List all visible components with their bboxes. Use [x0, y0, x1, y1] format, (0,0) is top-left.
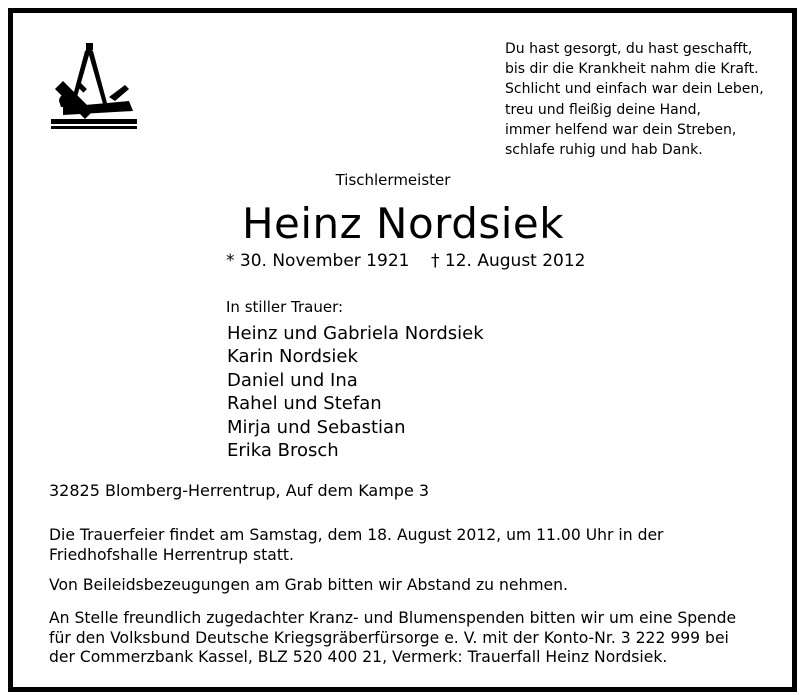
paragraph-line: Die Trauerfeier findet am Samstag, dem 18. August 2012, um 11.00 Uhr in der	[49, 526, 664, 544]
mourner-name: Daniel und Ina	[227, 369, 358, 391]
carpentry-tools-icon	[49, 41, 139, 133]
death-date: † 12. August 2012	[431, 251, 586, 271]
mourning-label: In stiller Trauer:	[226, 298, 344, 316]
donation-note	[49, 609, 769, 668]
mourner-name: Karin Nordsiek	[227, 346, 358, 368]
mourner-name: Rahel und Stefan	[227, 393, 382, 415]
paragraph-line: der Commerzbank Kassel, BLZ 520 400 21, Vermerk: Trauerfall Heinz Nordsiek.	[49, 648, 668, 666]
mourners-list	[227, 322, 484, 462]
paragraph-line: Friedhofshalle Herrentrup statt.	[49, 545, 295, 564]
poem-line: Schlicht und einfach war dein Leben,	[505, 81, 764, 98]
paragraph-line: An Stelle freundlich zugedachter Kranz- und Blumenspenden bitten wir um eine Spende	[49, 609, 737, 627]
poem-line: Du hast gesorgt, du hast geschafft,	[505, 41, 753, 57]
address: 32825 Blomberg-Herrentrup, Auf dem Kampe 3	[49, 481, 430, 500]
birth-date: * 30. November 1921	[226, 251, 410, 271]
mourner-name: Erika Brosch	[227, 440, 339, 462]
poem-line: treu und fleißig deine Hand,	[505, 101, 701, 118]
funeral-info	[49, 526, 769, 565]
deceased-name: Heinz Nordsiek	[241, 199, 565, 248]
occupation: Tischlermeister	[335, 171, 451, 189]
poem-line: schlafe ruhig und hab Dank.	[505, 142, 703, 159]
poem-line: bis dir die Krankheit nahm die Kraft.	[505, 61, 759, 78]
mourner-name: Heinz und Gabriela Nordsiek	[227, 323, 484, 344]
mourner-name: Mirja und Sebastian	[227, 416, 406, 438]
obituary-notice	[8, 8, 797, 692]
paragraph-line: für den Volksbund Deutsche Kriegsgräberfürsorge e. V. mit der Konto-Nr. 3 222 999 bei	[49, 628, 729, 647]
poem-line: immer helfend war dein Streben,	[505, 121, 737, 138]
paragraph-line: Von Beileidsbezeugungen am Grab bitten wir Abstand zu nehmen.	[49, 576, 568, 594]
poem	[505, 39, 795, 160]
condolence-note	[49, 576, 769, 596]
